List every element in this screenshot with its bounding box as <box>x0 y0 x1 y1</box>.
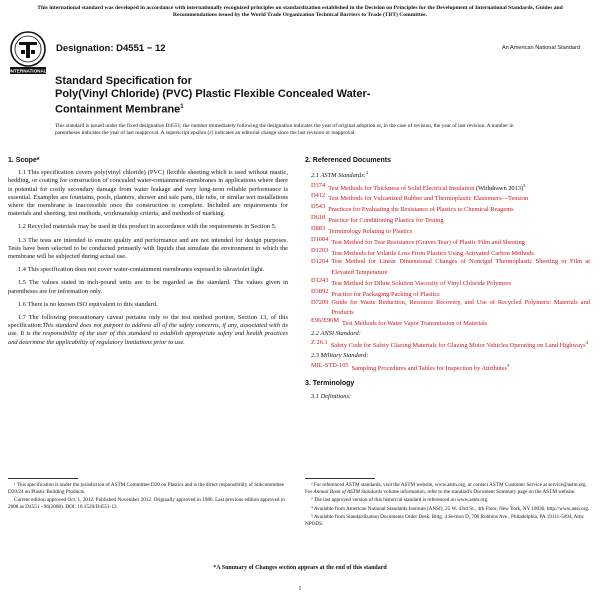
reference-title[interactable]: Practice for Conditioning Plastics for Testing <box>328 217 444 225</box>
reference-item[interactable] <box>311 299 590 318</box>
terminology-heading: 3. Terminology <box>305 380 355 388</box>
designation: Designation: D4551 − 12 <box>56 43 166 54</box>
reference-code[interactable]: D3892 <box>311 287 329 295</box>
reference-title[interactable]: Practices for Evaluating the Resistance of Plastics to Chemical Reagents <box>328 206 514 214</box>
footnote-5: ⁵ Available from Standardization Documents Order Desk, Bldg. 4 Section D, 700 Robbins Ave., Philadelphia, PA 19111-5094, Attn: NPODS. <box>305 514 585 527</box>
definitions-label: 3.1 Definitions: <box>311 392 352 400</box>
reference-code[interactable]: D374 <box>311 181 326 189</box>
footnotes-left <box>8 478 288 512</box>
footnote-2: ² For referenced ASTM standards, visit the ASTM website, www.astm.org, or contact ASTM Customer Service at service@astm.org. For Annual Book of ASTM Standards volume information, refer to the standard's Document Summary page on the ASTM website. <box>305 482 587 495</box>
reference-title[interactable]: Test Method for Tear Resistance (Graves Tear) of Plastic Film and Sheeting <box>331 239 525 247</box>
summary-of-changes-note: *A Summary of Changes section appears at the end of this standard <box>213 565 387 571</box>
referenced-documents-heading: 2. Referenced Documents <box>305 157 391 164</box>
reference-item[interactable] <box>311 288 590 299</box>
reference-title[interactable]: Test Methods for Vulcanized Rubber and Thermoplastic Elastomers—Tension <box>328 195 529 203</box>
reference-item[interactable] <box>311 247 590 258</box>
reference-item-ansi[interactable] <box>311 339 590 350</box>
reference-item[interactable] <box>311 236 590 247</box>
reference-code[interactable]: E96/E96M <box>311 317 340 325</box>
astm-standards-label: 2.1 ASTM Standards:$^2$ <box>311 170 369 180</box>
reference-code[interactable]: MIL-STD-105 <box>311 361 349 369</box>
footnotes-right <box>305 478 590 530</box>
reference-title[interactable]: Test Method for Linear Dimensional Changes of Nonrigid Thermoplastic Sheeting or Film at Elevated Temperature <box>331 257 590 276</box>
reference-code[interactable]: D1204 <box>311 257 329 265</box>
title-line-1: Standard Specification for <box>55 75 192 87</box>
logo-caption: INTERNATIONAL <box>9 68 47 74</box>
reference-title[interactable]: Test Method for Dilute Solution Viscosity of Vinyl Chloride Polymers <box>331 279 511 287</box>
reference-title[interactable]: Test Methods for Thickness of Solid Electrical Insulation (Withdrawn 2013)$^3$ <box>328 182 526 192</box>
reference-code[interactable]: D7209 <box>311 298 329 306</box>
reference-code[interactable]: D1203 <box>311 247 329 255</box>
reference-title[interactable]: Guide for Waste Reduction, Resource Recovery, and Use of Recycled Polymeric Materials and Products <box>331 298 590 317</box>
title-line-3: Containment Membrane$^1$ <box>55 103 184 116</box>
reference-item[interactable] <box>311 214 590 225</box>
reference-item[interactable] <box>311 203 590 214</box>
left-column <box>8 155 288 352</box>
scope-1-4: 1.4 This specification does not cover water-containment membranes exposed to ultraviolet light. <box>18 266 265 274</box>
reference-code[interactable]: D412 <box>311 192 326 200</box>
american-national-standard-label: An American National Standard <box>501 45 580 51</box>
astm-logo-icon <box>8 30 48 76</box>
reference-item[interactable] <box>311 258 590 277</box>
reference-item[interactable] <box>311 182 590 193</box>
reference-item[interactable] <box>311 225 590 236</box>
reference-code[interactable]: D543 <box>311 203 326 211</box>
reference-title[interactable]: Terminology Relating to Plastics <box>328 228 413 236</box>
footnote-4: ⁴ Available from American National Standards Institute (ANSI), 25 W. 43rd St., 4th Floor, New York, NY 10036, http://www.ansi.org. <box>311 505 590 512</box>
reference-code[interactable]: D1243 <box>311 276 329 284</box>
footnote-3: ³ The last approved version of this historical standard is referenced on www.astm.org. <box>311 497 489 504</box>
reference-title[interactable]: Test Methods for Volatile Loss From Plastics Using Activated Carbon Methods <box>331 250 534 258</box>
reference-title[interactable]: Practice for Packaging/Packing of Plastics <box>331 290 440 298</box>
scope-1-2: 1.2 Recycled materials may be used in this product in accordance with the requirements in Section 5. <box>18 223 277 231</box>
scope-1-6: 1.6 There is no known ISO equivalent to this standard. <box>18 300 158 308</box>
reference-code[interactable]: Z 26.1 <box>311 339 328 347</box>
scope-1-1: 1.1 This specification covers poly(vinyl chloride) (PVC) flexible sheeting which is used without mastic, bedding, or coating for construction of concealed water-containment-membranes in applications where there is potential for costly secondary damage from water leakage and very long-term reliable performance is essential. Examples are fountains, pools, planters, shower and safe pans, tile tubs, or similar wet installations where the membrane is inaccessible once the construction is complete. Included are requirements for materials and sheeting, test methods, workmanship criteria, and methods of marking. <box>8 169 288 218</box>
footnote-1-edition: Current edition approved Oct. 1, 2012. Published November 2012. Originally approved in 1986. Last previous edition approved in 2008 as D4551 - 96(2008). DOI: 10.1520/D4551-12. <box>8 497 285 510</box>
title-line-2: Poly(Vinyl Chloride) (PVC) Plastic Flexible Concealed Water- <box>55 88 371 100</box>
military-standard-label: 2.3 Military Standard: <box>311 352 369 360</box>
reference-title[interactable]: Safety Code for Safety Glazing Materials for Glazing Motor Vehicles Operating on Land Highways$^4$ <box>330 340 588 350</box>
reference-code[interactable]: D618 <box>311 214 326 222</box>
footnote-1: ¹ This specification is under the jurisdiction of ASTM Committee D20 on Plastics and is the direct responsibility of Subcommittee D20.24 on Plastic Building Products. <box>8 482 285 495</box>
scope-1-5: 1.5 The values stated in inch-pound units are to be regarded as the standard. The values given in parentheses are for information only. <box>8 279 288 295</box>
issuance-note: This standard is issued under the fixed designation D4551; the number immediately following the designation indicates the year of original adoption or, in the case of revision, the year of last revision. A number in parentheses indicates the year of last reapproval. A superscript epsilon (ε) indicates an editorial change since the last revision or reapproval. <box>55 123 514 137</box>
footnote-divider <box>8 478 78 479</box>
document-title <box>55 75 525 117</box>
astm-reference-list <box>305 182 590 329</box>
scope-1-7: 1.7 The following precautionary caveat pertains only to the test method portion, Section 13, of this specification:This standard does not purport to address all of the safety concerns, if any, associated with its use. It is the responsibility of the user of this standard to establish appropriate safety and health practices and determine the applicability of regulatory limitations prior to use. <box>8 314 288 346</box>
right-column <box>305 155 590 402</box>
reference-item[interactable] <box>311 277 590 288</box>
scope-heading: 1. Scope* <box>8 157 40 164</box>
reference-title[interactable]: Sampling Procedures and Tables for Inspection by Attributes$^5$ <box>351 362 510 372</box>
ansi-standard-label: 2.2 ANSI Standard: <box>311 330 361 338</box>
reference-item[interactable] <box>311 192 590 203</box>
reference-item[interactable] <box>311 317 590 328</box>
wto-notice: This international standard was developed in accordance with internationally recognized principles on standardization established in the Decision on Principles for the Development of International Standards, Guides and Recommendations issued by the World Trade Organization Technical Barriers to Trade (TBT) Committee. <box>37 5 563 18</box>
footnote-divider <box>305 478 375 479</box>
scope-1-3: 1.3 The tests are intended to ensure quality and performance and are not intended for design purposes. Tests have been selected to be conducted primarily with liquids that simulate the environment to which the membrane will be subjected during actual use. <box>8 236 288 261</box>
reference-code[interactable]: D1004 <box>311 236 329 244</box>
reference-code[interactable]: D883 <box>311 225 326 233</box>
reference-title[interactable]: Test Methods for Water Vapor Transmission of Materials <box>342 320 488 328</box>
reference-item-mil[interactable] <box>311 362 590 373</box>
page-number: 1 <box>298 586 302 592</box>
